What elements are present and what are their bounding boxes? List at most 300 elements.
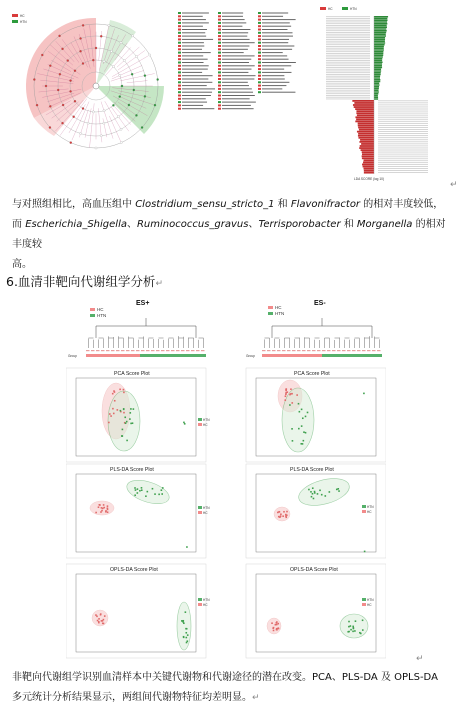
lda-bar-hc [358,137,374,139]
lda-bar-htn [374,55,383,57]
score-point [348,626,350,628]
score-point [182,621,184,623]
score-point [277,623,279,625]
taxon-label-line [262,49,292,50]
lda-bar-hc [358,127,374,129]
score-point [291,393,293,395]
lda-bar-hc [358,135,374,137]
cladogram-node [108,24,110,26]
taxon-swatch [218,104,221,106]
score-point [130,423,132,425]
lda-bar-label [378,123,428,124]
taxon-swatch [178,58,181,60]
taxon-label-line [222,32,248,33]
lda-bar-label [326,51,370,52]
score-point [282,515,284,517]
taxon-label-line [182,59,208,60]
lda-bar-label [326,88,370,89]
cladogram-node [67,59,69,61]
taxon-swatch [178,62,181,64]
cladogram-node [74,70,76,72]
cladogram-node [128,104,130,106]
score-point [113,413,115,415]
cladogram-node [33,78,35,80]
score-point [101,507,103,509]
taxon-swatch [218,19,221,21]
score-point [285,392,287,394]
cladogram-node [119,95,121,97]
dendrogram-sample-label [196,350,200,351]
lda-bar-hc [359,147,374,149]
score-point [129,412,131,414]
paragraph-metabolomics: 非靶向代谢组学识别血清样本中关键代谢物和代谢途径的潜在改变。PCA、PLS-DA 及 OPLS-DA 多元统计分析结果显示，两组间代谢物特征均差明显。↵ [12,672,438,703]
taxon-swatch [218,71,221,73]
score-point [114,391,116,393]
dendrogram-sample-label [86,350,90,351]
score-point [183,422,185,424]
taxon-label-line [262,42,288,43]
lda-bar-label [378,102,428,103]
dendrogram-root [272,318,372,338]
taxon-label-line [222,79,254,80]
taxon-label-line [182,55,203,56]
dendrogram-sample-label [292,350,296,351]
score-point [103,504,105,506]
dendrogram-sample-label [106,350,110,351]
lda-legend-hc: HC [328,7,333,11]
score-point [135,489,137,491]
taxon-swatch [258,38,261,40]
cladogram-node [120,142,122,144]
score-point [301,425,303,427]
score-point [110,415,112,417]
score-point [183,622,185,624]
lda-bar-label [326,64,370,65]
legend-swatch-hc [12,14,18,17]
score-point [103,507,105,509]
taxon-swatch [218,48,221,50]
score-point [279,511,281,513]
cladogram-node [82,24,84,26]
lda-bar-label [378,152,428,153]
lda-bar-label [378,129,428,130]
cladogram-svg [6,6,296,164]
taxon-ruminococcus: Ruminococcus_gravus [136,219,249,230]
opls-title-right: OPLS-DA Score Plot [290,567,338,573]
lda-bar-label [378,139,428,140]
p2-text-i: 的相对丰度较 [12,219,446,250]
lda-bar-hc [363,162,374,164]
dendrogram-sample-label [111,350,115,351]
score-point [363,393,365,395]
taxon-label-line [182,49,202,50]
taxon-swatch [178,108,181,110]
taxon-swatch [218,85,221,87]
taxon-label-line [222,82,248,83]
group-bar-es-plus [86,354,206,357]
cladogram-node [69,79,71,81]
dendrogram-sample-label [101,350,105,351]
score-point [283,511,285,513]
taxon-label-line [182,88,215,89]
lda-bar-label [378,154,428,155]
dendrogram-sample-label [201,350,205,351]
lda-bar-label [326,57,370,58]
lda-bar-hc [359,141,374,143]
taxon-label-line [222,29,250,30]
lda-bar-htn [374,23,387,25]
score-point [337,488,339,490]
taxon-label-line [262,26,291,27]
score-point [321,494,323,496]
lda-bar-htn [374,28,386,30]
lda-bar-label [326,92,370,93]
dendrogram-sample-label [342,350,346,351]
score-point [276,628,278,630]
lda-legend-swatch-hc [320,7,326,10]
lda-bar-htn [374,84,380,86]
lda-bar-htn [374,51,383,53]
lda-bar-label [326,41,370,42]
dendrogram-sample-label [262,350,266,351]
dendrogram-sample-label [307,350,311,351]
lda-bar-htn [374,34,386,36]
score-point [312,493,314,495]
lda-bar-label [326,79,370,80]
lda-bar-label [378,121,428,122]
score-point [161,489,163,491]
lda-bar-label [326,78,370,79]
taxon-swatch [178,85,181,87]
taxon-label-line [182,26,203,27]
taxon-label-line [222,75,256,76]
score-point [186,642,188,644]
taxon-label-line [222,85,249,86]
lda-bar-label [326,48,370,49]
p3-text: 高。 [12,259,32,270]
taxon-label-line [262,88,282,89]
cladogram-node [57,89,59,91]
taxon-swatch [218,81,221,83]
score-point [338,490,340,492]
es-minus-title: ES- [314,300,326,307]
taxon-label-line [182,98,206,99]
taxon-label-line [262,36,293,37]
score-point [276,621,278,623]
taxon-swatch [218,108,221,110]
lda-bar-hc [362,153,374,155]
score-point [119,389,121,391]
score-point [350,625,352,627]
lda-bar-label [326,71,370,72]
taxon-label-line [182,79,208,80]
pca-left-legend-htn: HTN [203,418,210,422]
taxon-label-line [262,59,289,60]
group-bar-hc [86,354,140,357]
opls-left-legend-hc: HC [203,603,208,607]
score-point [107,511,109,513]
score-point [104,615,106,617]
taxon-label-line [182,95,211,96]
lda-bar-label [326,86,370,87]
taxon-swatch [178,91,181,93]
lda-bar-label [326,39,370,40]
taxon-swatch [258,19,261,21]
cladogram-node [154,104,156,106]
plsda-plot-es-minus [246,464,386,558]
taxon-label-line [262,29,287,30]
dendrogram-sample-label [362,350,366,351]
score-point [186,628,188,630]
taxon-swatch [178,55,181,57]
dendrogram-sample-label [126,350,130,351]
taxon-label-line [262,92,295,93]
lda-bar-label [378,115,428,116]
lda-bar-hc [364,170,374,172]
taxon-swatch [258,48,261,50]
lda-bar-label [378,131,428,132]
score-point [285,393,287,395]
taxon-label-line [182,46,204,47]
group-bar-htn [322,354,382,357]
taxon-swatch [218,42,221,44]
lda-bar-htn [374,79,380,81]
cladogram-node [121,85,123,87]
taxon-swatch [178,25,181,27]
taxon-swatch [218,75,221,77]
taxon-swatch [218,65,221,67]
pls-title-right: PLS-DA Score Plot [290,467,334,473]
score-point [108,422,110,424]
taxon-label-line [222,49,248,50]
score-point [117,409,119,411]
lda-bar-hc [353,104,374,106]
lda-bar-label [326,99,370,100]
score-point [301,409,303,411]
taxon-swatch [258,32,261,34]
lda-bar-label [326,29,370,30]
dendrogram-sample-label [352,350,356,351]
opls-left-legend-htn: HTN [203,598,210,602]
lda-bar-label [378,137,428,138]
score-point [123,412,125,414]
score-point [186,637,188,639]
taxon-swatch [178,29,181,31]
lda-bar-label [326,37,370,38]
score-point [123,408,125,410]
taxon-label-line [262,46,294,47]
pls-title-left: PLS-DA Score Plot [110,467,154,473]
taxon-swatch [218,38,221,40]
taxon-swatch [258,88,261,90]
opls-title-left: OPLS-DA Score Plot [110,567,158,573]
dendrogram-sample-label [317,350,321,351]
taxon-swatch [178,95,181,97]
taxon-swatch [178,19,181,21]
score-point [186,546,188,548]
cladogram-node [112,66,114,68]
dendrogram-sample-label [287,350,291,351]
p4-text: 非靶向代谢组学识别血清样本中关键代谢物和代谢途径的潜在改变。PCA、PLS-DA 及 OPLS-DA [12,672,438,683]
score-point [112,393,114,395]
taxon-label-line [262,69,284,70]
dendrogram-sample-label [136,350,140,351]
cladogram-node [49,65,51,67]
lda-bar-label [378,156,428,157]
lda-bar-hc [358,133,374,135]
score-point [289,404,291,406]
lda-bar-hc [356,110,374,112]
pca-title-left: PCA Score Plot [114,371,150,377]
taxon-swatch [218,55,221,57]
taxon-label-line [222,42,255,43]
taxon-swatch [218,98,221,100]
taxon-swatch [218,22,221,24]
cladogram-node [92,59,94,61]
dendrogram-sample-label [121,350,125,351]
score-point [329,491,331,493]
cladogram-node [110,50,112,52]
lda-bar-htn [374,76,380,78]
taxon-label-line [182,69,208,70]
lda-bar-label [326,16,370,17]
lda-bar-htn [374,48,384,50]
cladogram-node [70,142,72,144]
taxon-swatch [178,52,181,54]
score-point [275,624,277,626]
cladogram-node [133,89,135,91]
taxon-swatch [178,35,181,37]
lda-bar-hc [356,112,374,114]
p2-sep-1: 、 [126,219,137,230]
cladogram-node [144,95,146,97]
score-point [98,618,100,620]
lda-bar-label [378,166,428,167]
score-point [277,512,279,514]
cladogram-node [103,60,105,62]
lda-bar-htn [374,56,383,58]
score-point [291,402,293,404]
taxon-label-line [182,102,207,103]
taxon-label-line [222,108,254,109]
cladogram-node [100,135,102,137]
cladogram-node [95,47,97,49]
oplsda-plot-es-plus [66,564,210,658]
dendrogram-sample-label [277,350,281,351]
lda-bar-figure [306,4,456,182]
legend-label-hc: HC [20,14,25,18]
lda-bar-htn [374,42,385,44]
lda-bar-label [326,18,370,19]
score-point [100,511,102,513]
left-legend-hc: HC [97,307,104,312]
score-point [278,628,280,630]
lda-bar-hc [358,123,374,125]
lda-bar-label [378,146,428,147]
score-point [308,489,310,491]
legend-label-htn: HTN [20,20,27,24]
score-point [107,509,109,511]
score-point [147,491,149,493]
lda-bar-label [326,69,370,70]
taxon-swatch [218,62,221,64]
taxon-swatch [258,75,261,77]
taxon-label-line [182,82,212,83]
group-bar-htn [140,354,206,357]
taxon-label-line [182,42,204,43]
lda-bar-htn [374,77,380,79]
lda-bar-hc [356,118,374,120]
lda-bar-label [326,67,370,68]
metabolomics-svg [66,296,386,662]
score-point [109,413,111,415]
lda-bar-htn [374,32,386,34]
cladogram-node [45,85,47,87]
dendrogram-sample-label [282,350,286,351]
cladogram-node [120,128,122,130]
score-point [280,513,282,515]
lda-bar-label [326,27,370,28]
taxon-swatch [218,68,221,70]
taxon-label-line [262,62,296,63]
taxon-label-line [182,65,209,66]
taxon-label-line [262,75,284,76]
dendrogram-sample-label [91,350,95,351]
taxon-swatch [218,88,221,90]
lda-bar-hc [354,106,374,108]
taxon-label-line [262,79,285,80]
taxon-label-line [222,95,255,96]
legend-swatch-htn [12,20,18,23]
score-point [314,492,316,494]
dendrogram-sample-label [151,350,155,351]
score-point [122,429,124,431]
lda-bar-htn [374,62,383,64]
cladogram-node [82,62,84,64]
score-point [154,493,156,495]
group-bar-hc [262,354,322,357]
score-point [360,633,362,635]
cladogram-node [79,37,81,39]
dendrogram-sample-label [302,350,306,351]
lda-bar-label [326,46,370,47]
lda-bar-label [378,148,428,149]
score-point [311,496,313,498]
lda-legend-htn: HTN [350,7,357,11]
lda-bar-label [326,72,370,73]
cladogram-node [112,104,114,106]
cladogram-node [120,42,122,44]
taxon-swatch [218,25,221,27]
paragraph-comparison [12,195,452,275]
lda-bar-label [378,141,428,142]
lda-bar-hc [355,108,374,110]
lda-bar-hc [362,155,374,157]
taxon-label-line [182,92,212,93]
lda-bar-hc [357,131,374,133]
lda-bar-label [326,32,370,33]
p2-text-g: 和 [340,219,357,230]
taxon-clostridium: Clostridium_sensu_stricto_1 [135,199,275,210]
score-point [114,400,116,402]
taxon-swatch [178,45,181,47]
left-legend-swatch-hc [90,308,95,311]
taxon-label-line [222,62,249,63]
taxon-swatch [218,12,221,14]
score-point [183,636,185,638]
taxon-swatch [258,91,261,93]
lda-bar-label [326,44,370,45]
